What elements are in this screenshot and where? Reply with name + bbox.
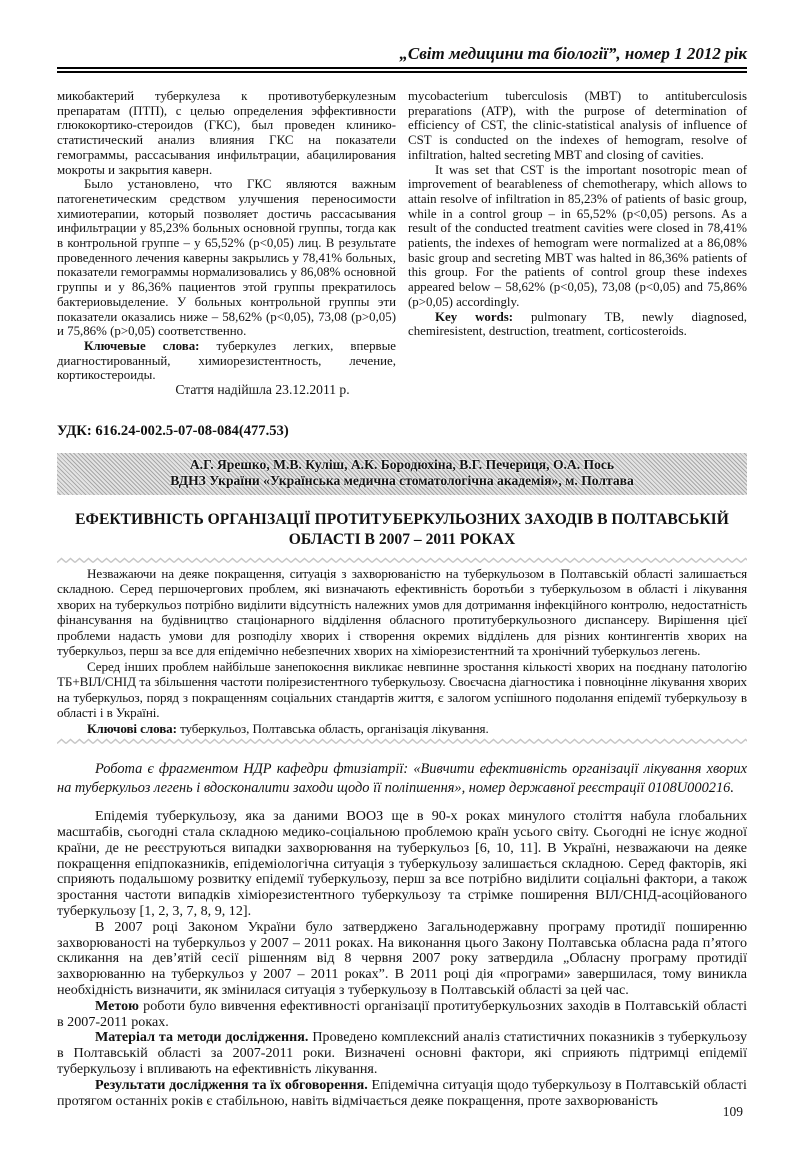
en-keywords-text: pulmonary TB, newly diagnosed, chemiresistent, destruction, treatment, corticosteroids. bbox=[408, 309, 747, 339]
journal-page bbox=[0, 44, 800, 1176]
header-rule bbox=[57, 67, 747, 73]
ukrainian-abstract bbox=[57, 566, 747, 737]
en-paragraph-continuation: mycobacterium tuberculosis (MBT) to antituberculosis preparations (ATP), with the purpose of determination of efficiency of CST, the clinic-statistical analysis of influence of CST is conducted on the indexes of hemogram, resolve of infiltration, halted secreting MBT and closing of cavities. bbox=[408, 89, 747, 162]
bilingual-abstract-columns bbox=[57, 89, 747, 398]
body-paragraph-materials bbox=[57, 1030, 747, 1077]
ru-keywords bbox=[57, 339, 396, 383]
ua-keywords-label: Ключові слова: bbox=[87, 720, 177, 736]
ru-paragraph-results: Было установлено, что ГКС являются важным патогенетическим средством улучшения переносимости химиотерапии, который позволяет достичь рассасывания инфильтрации у 85,23% больных основной группы, тогда как в контрольной группе – у 65,52% (р<0,05) лиц. В результате проведенного лечения каверны закрылись у 78,41% больных, показатели гемограммы нормализовались у 86,08% основной группы и у 86,36% пациентов этой группы прекратилось бактериовыделение. У больных контрольной группы эти показатели оказались ниже – 58,62% (р<0,05), 73,08 (р>0,05) и 75,86% (р>0,05) соответственно. bbox=[57, 177, 396, 339]
ru-keywords-text: туберкулез легких, впервые диагностированный, химиорезистентность, лечение, кортикостероиды. bbox=[57, 338, 396, 383]
en-keywords bbox=[408, 310, 747, 339]
affiliation-line: ВДНЗ України «Українська медична стоматологічна академія», м. Полтава bbox=[170, 473, 634, 489]
results-text: Епідемічна ситуація щодо туберкульозу в Полтавській області протягом останніх років є стабільною, навіть відмічається деяке покращення, проте захворюваність bbox=[57, 1076, 747, 1109]
materials-text: Проведено комплексний аналіз статистичних показників з туберкульозу в Полтавській області за 2007-2011 роки. Визначені основні фактори, які сприяють підтримці епідемії туберкульозу і впливають на ефективність лікування. bbox=[57, 1029, 747, 1078]
en-keywords-label: Key words: bbox=[435, 309, 514, 324]
journal-header: „Світ медицини та біології”, номер 1 2012 рік bbox=[399, 44, 747, 63]
results-lead: Результати дослідження та їх обговорення. bbox=[95, 1076, 368, 1093]
zigzag-divider-bottom bbox=[57, 738, 747, 745]
article-title: ЕФЕКТИВНІСТЬ ОРГАНІЗАЦІЇ ПРОТИТУБЕРКУЛЬОЗНИХ ЗАХОДІВ В ПОЛТАВСЬКІЙ ОБЛАСТІ В 2007 – 2011 РОКАХ bbox=[75, 510, 729, 548]
ua-abstract-p1: Незважаючи на деяке покращення, ситуація з захворюваністю на туберкульозом в Полтавській області залишається складною. Серед першочергових проблем, які визначають ефективність боротьби з туберкульозом в області і лікування хворих на туберкульоз потрібно виділити відсутність належних умов для дотримання інфекційного контролю, недостатність фінансування на будівництво стаціонарного відділення обласного протитуберкульозного диспансеру. Вирішення цієї проблеми надасть умови для розподілу хворих і створення окремих відділень для різних контингентів хворих на туберкульоз, перш за все для епідемічно небезпечних хворих на хіміорезистентний та хронічний туберкульоз легень. bbox=[57, 565, 747, 659]
ru-paragraph-continuation: микобактерий туберкулеза к противотуберкулезным препаратам (ПТП), с целью определения эффективности глюкокортико-стероидов (ГКС), был проведен клинико-статистический анализ влияния ГКС на показатели гемограммы, рассасывания инфильтрации, абацилирования мокроты и закрытия каверн. bbox=[57, 89, 396, 177]
ua-abstract-p2: Серед інших проблем найбільше занепокоєння викликає невпинне зростання кількості хворих на поєднану патологію ТБ+ВІЛ/СНІД та збільшення частоти полірезистентного туберкульозу. Своєчасна діагностика і повноцінне лікування хворих на туберкульоз, поряд з покращенням соціальних стандартів життя, є залогом успішного подолання епідемії туберкульозу в області і в Україні. bbox=[57, 658, 747, 721]
authors-block bbox=[57, 453, 747, 495]
research-fragment-note: Робота є фрагментом НДР кафедри фтизіатрії: «Вивчити ефективність організації лікування хворих на туберкульоз легень і вдосконалити заходи щодо її поліпшення», номер державної реєстрації 0108U000216. bbox=[57, 761, 747, 797]
received-date: Стаття надійшла 23.12.2011 р. bbox=[175, 382, 350, 398]
aim-text: роботи було вивчення ефективності організації протитуберкульозних заходів в Полтавській області в 2007-2011 роках. bbox=[57, 997, 747, 1030]
body-paragraph-epidemic: Епідемія туберкульозу, яка за даними ВООЗ ще в 90-х роках минулого століття набула глобальних масштабів, сьогодні стала складною медико-соціальною проблемою країн усього світу. Сьогодні не існує жодної країни, де не реєструються випадки захворювання на туберкульоз [6, 10, 11]. В Україні, незважаючи на деяке покращення епідпоказників, епідеміологічна ситуація з туберкульозу залишається складною. Серед факторів, які сприяють подальшому розвитку епідемії туберкульозу, перш за все потрібно виділити соціальні фактори, а також зростання частоти випадків хіміорезистентного туберкульозу та стрімке поширення ВІЛ/СНІД-асоційованого туберкульозу [1, 2, 3, 7, 8, 9, 12]. bbox=[57, 808, 747, 920]
en-paragraph-results: It was set that CST is the important nosotropic mean of improvement of bearableness of chemotherapy, which allows to attain resolve of infiltration in 85,23% of patients of basic group, while in a control group – in 65,52% (p<0,05) persons. As a result of the conducted treatment cavities were closed in 78,41% patients, the indexes of hemogram were normalized at a 86,08% basic group and secreting MBT was halted in 86,36% patients of this group. For the patients of control group these indexes appeared below – 58,62% (p<0,05), 73,08 (p<0,05) and 75,86% (p>0,05) accordingly. bbox=[408, 162, 747, 309]
materials-lead: Матеріал та методи дослідження. bbox=[95, 1029, 309, 1046]
russian-abstract-column bbox=[57, 89, 396, 398]
body-paragraph-program: В 2007 році Законом України було затверджено Загальнодержавну програму протидії поширенню захворюваності на туберкульоз у 2007 – 2011 роках. На виконання цього Закону Полтавська обласна рада п’ятого скликання на дев’ятій сесії рішенням від 8 червня 2007 року затвердила „Обласну програму протидії захворюванню на туберкульоз у 2007 – 2011 роках”. В 2011 році дія «програми» завершилася, тому виникла необхідність визначити, як змінилася ситуація з туберкульозу в Полтавській області за цей час. bbox=[57, 918, 747, 999]
udc-code: УДК: 616.24-002.5-07-08-084(477.53) bbox=[57, 422, 289, 439]
authors-line: А.Г. Ярешко, М.В. Куліш, А.К. Бородюхіна, В.Г. Печериця, О.А. Пось bbox=[189, 456, 615, 472]
ua-keywords-text: туберкульоз, Полтавська область, організація лікування. bbox=[176, 720, 489, 736]
body-paragraph-aim bbox=[57, 999, 747, 1031]
body-paragraph-results bbox=[57, 1078, 747, 1110]
article-body bbox=[57, 809, 747, 1109]
aim-lead: Метою bbox=[95, 997, 139, 1014]
page-number: 109 bbox=[722, 1104, 743, 1119]
ru-keywords-label: Ключевые слова: bbox=[84, 338, 200, 353]
ua-keywords bbox=[57, 721, 747, 737]
zigzag-divider-top bbox=[57, 557, 747, 564]
english-abstract-column bbox=[408, 89, 747, 398]
